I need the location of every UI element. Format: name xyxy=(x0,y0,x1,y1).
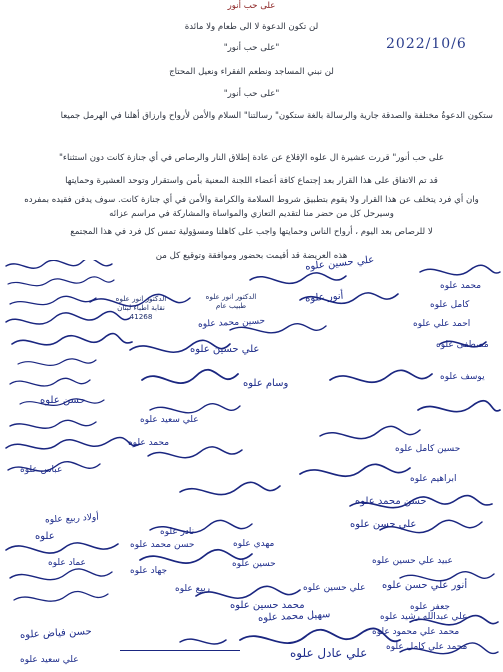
signature-name: علي سعيد علوه xyxy=(140,415,199,425)
signature-name: جعفر علوه xyxy=(410,602,450,612)
signature-name: نادر علوه xyxy=(160,527,195,537)
signature-name: محمد علوه xyxy=(440,281,482,291)
signature-name: حسين محمد علوه xyxy=(197,316,266,330)
signature-name: كامل علوه xyxy=(430,300,470,310)
stamp-title: الدكتور انور علوه xyxy=(205,292,257,301)
text-line-9: وان أي فرد يتخلف عن هذا القرار ولا يقوم بتطبيق شروط السلامة والكرامة والأمن في أي جنازة كانت. سوف يدفن فقيده بمفرده وسيرحل كل من حضر منا لتقديم التعازي والمواساة والمشاركة في مراسم عزائه xyxy=(24,195,479,219)
signature-name: علي حسين علوه xyxy=(303,583,366,593)
signature-name: علي سعيد علوه xyxy=(20,655,79,665)
signature-name: علي عادل علوه xyxy=(290,646,368,660)
signature-name: علي حسين علوه xyxy=(190,344,260,355)
signature-name: حسن محمد علوه xyxy=(355,496,427,507)
text-line-2: لن تكون الدعوة لا الى طعام ولا مائدة xyxy=(184,22,319,32)
stamp-number: 4‎1268 xyxy=(129,312,153,321)
heading-line-1: على حب أنور xyxy=(227,1,276,11)
signature-name: علي حسين علوه xyxy=(304,254,375,273)
text-line-7: على حب أنور" قررت عشيرة ال علوه الإقلاع عن عادة إطلاق النار والرصاص في أي جنازة كانت دون استثناء" xyxy=(58,153,444,163)
signature-name: حسين كامل علوه xyxy=(395,444,461,454)
signature-name: حسن فياض علوه xyxy=(19,626,92,641)
signature-name: ربيع علوه xyxy=(175,584,210,594)
signature-name: حسن محمد علوه xyxy=(130,540,195,550)
signature-name: محمد حسين علوه xyxy=(230,600,305,611)
signature-underline xyxy=(120,650,240,651)
signature-name: محمد علي كامل علوه xyxy=(386,642,468,652)
signature-name: احمد علي علوه xyxy=(413,319,471,329)
signature-name: عباس علوه xyxy=(20,465,63,475)
signature-name: حسن علوه xyxy=(40,395,86,406)
signature-name: علي حسن علوه xyxy=(350,519,417,530)
signature-name: أولاد ربيع علوه xyxy=(44,512,100,526)
signature-name: علي عبدالله رشيد علوه xyxy=(380,612,468,622)
signature-name: سهيل محمد علوه xyxy=(257,609,331,624)
signature-name: مصطفى علوه xyxy=(436,340,489,350)
text-line-8: قد تم الاتفاق على هذا القرار بعد إجتماع كافة أعضاء اللجنة المعنية بأمن واستقرار وتوحد العشيرة وحمايتها xyxy=(65,176,438,186)
signature-name: عبيد علي حسين علوه xyxy=(372,556,453,566)
text-line-6: ستكون الدعوةُ مختلفة والصدقة جارية والرسالة بالغة ستكون" رسالتنا" السلام والأمن لأرواح وارزاق أهلنا في الهرمل جميعا xyxy=(60,111,493,121)
text-line-4: لن نبني المساجد ونطعم الفقراء ونعيل المحتاج xyxy=(169,67,334,77)
stamp-subtitle: نقابة اطباء لبنان xyxy=(117,303,165,312)
signature-name: محمد علوه xyxy=(128,438,170,448)
signature-name: حسين علوه xyxy=(232,559,276,569)
text-line-3: "على حب أنور" xyxy=(223,43,280,53)
stamp-subtitle: طبيب عام xyxy=(215,301,247,310)
signature-scribbles xyxy=(0,260,503,672)
signature-name: أنور علوه xyxy=(304,290,344,305)
text-line-11: هذه العريضة قد أقيمت بحضور وموافقة وتوقيع كل من xyxy=(155,251,348,261)
document-date: 2022/10/6 xyxy=(386,36,467,52)
stamp-title: الدكتور انور علوه xyxy=(115,294,167,303)
text-line-10: لا للرصاص بعد اليوم ، أرواح الناس وحمايتها واجب على كاهلنا ومسؤولية تمس كل فرد في هذا المجتمع xyxy=(70,227,433,237)
signature-name: وسام علوه xyxy=(243,378,289,389)
signature-name: جهاد علوه xyxy=(130,566,168,576)
text-line-5: "على حب أنور" xyxy=(223,89,280,99)
signature-name: علوه xyxy=(35,531,55,542)
signature-name: عماد علوه xyxy=(48,558,86,568)
signature-name: مهدي علوه xyxy=(233,539,275,549)
signature-name: محمد علي محمود علوه xyxy=(372,627,460,637)
signature-name: ابراهيم علوه xyxy=(410,474,457,484)
signature-name: يوسف علوه xyxy=(440,372,485,382)
signature-name: أنور علي حسن علوه xyxy=(382,580,468,591)
